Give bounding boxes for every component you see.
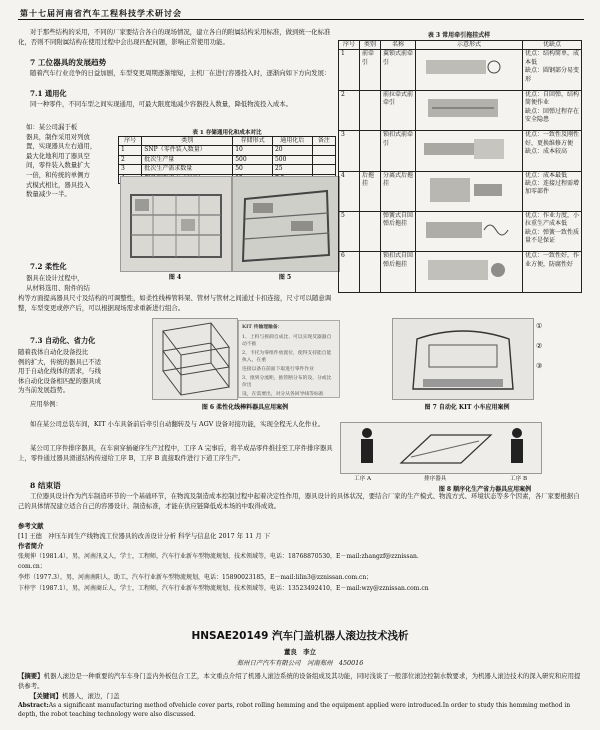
author-1-bio: 张规伸（1981.4），男，河南汛义人，学士，工程师，汽车行业新车型物流规划、技术领域等，电话：18768870530，E－mail:zhangzf@zznissan.	[18, 553, 419, 560]
figure-4-photo	[120, 176, 232, 272]
table-header-cell: 备注	[312, 137, 335, 146]
table-header-cell: 示意形式	[416, 41, 523, 50]
header-rule	[18, 19, 584, 20]
section-73-heading: 7.3 自动化、省力化	[30, 336, 96, 345]
section-8-text: 工位器具设计作为汽车制造环节的一个基础环节，在物流及制造成本控制过程中起着决定性作用，器具设计的具体状况，要结合厂家的生产模式、物流方式、环境状态等多个因素，各厂家要根据自己的具体情况建立适合自己的容器设计、制造标准，才能在供应链降低成本场的中取得成效。	[18, 492, 580, 510]
table-cell: 6	[339, 252, 360, 292]
section-71-heading: 7.1 通用化	[30, 89, 67, 98]
table-cell: 锁扣式前牵引	[381, 131, 416, 171]
table-cell: 5	[339, 212, 360, 252]
table-header-cell: 优缺点	[523, 41, 582, 50]
section-7-text: 随着汽车行业竞争的日益加剧，车型变更周期逐渐缩短，主机厂在进行容器投入时，逐渐向如下方向发展：	[30, 69, 331, 77]
table-header-cell: 类别	[142, 137, 233, 146]
section-72-lines	[26, 274, 118, 293]
table-cell: 弹簧式自回弹后拖挂	[381, 212, 416, 252]
figure-7-photo	[392, 318, 534, 400]
reference-1: [1] 王德 冲压车间生产线物流工位器具的改善设计分析 科学与信息化 2017 年 11 月 下	[18, 532, 271, 540]
inset-line: 3、推到分流距，推管断分布的设，分或比价出	[242, 376, 332, 388]
table-cell: 前牵引	[360, 50, 381, 90]
table-cell	[360, 212, 381, 252]
table-cell: 批次生产量	[142, 155, 233, 164]
inset-line: 连接以备在前面下取进行零件作业	[242, 367, 314, 372]
figure-4-caption: 图 4	[168, 274, 182, 281]
figure-8-label-a: 工序 A	[354, 476, 372, 482]
inset-title: KIT 传输理输备：	[242, 324, 283, 330]
text-line: 为当前发展趋势。	[18, 386, 70, 395]
text-line: 例的扩大，传统的器具已不适	[18, 357, 102, 366]
table-cell: 500	[233, 155, 273, 164]
table-cell: 后拖挂	[360, 171, 381, 211]
text-line: 器具在设计过程中，	[26, 274, 84, 282]
table-cell: 锁扣式自回弹后拖挂	[381, 252, 416, 292]
callout-2: ②	[536, 342, 543, 350]
hitch-drawing-icon	[418, 172, 516, 208]
example-line: 间，零件装入数量扩大	[26, 161, 90, 170]
hitch-drawing-icon	[418, 50, 516, 86]
table-row	[339, 212, 582, 252]
table-header-cell: 序号	[119, 137, 142, 146]
abstract-text: 机器人滚边是一种重要的汽车车身门盖内外板包合工艺，本文重点介绍了机器人滚边系统的设备组成及其功能，同时浅谈了一般部位滚边控制水数要求，为机器人滚边技术的深入研究和应用提供参考。	[18, 672, 581, 690]
table-cell: 前拉牵式前牵引	[381, 90, 416, 130]
tow-hitch-sketch	[416, 131, 523, 171]
figure-6-inset	[238, 320, 340, 398]
table-cell	[360, 131, 381, 171]
table-cell: 500	[272, 155, 312, 164]
application-text: 如在某公司总装车间，KIT 小车具备前后牵引自动翻转及与 AGV 设备对接功能，实现全程无人化作业。	[30, 420, 325, 428]
table-cell: 3	[119, 165, 142, 174]
text-line: 体自动化设备相匹配的器具成	[18, 376, 102, 385]
table-cell: 优点：结构简单，成本低 缺点：圆钢部分易变形	[523, 50, 582, 90]
example-line: 置，实现器具左右通用，	[26, 142, 97, 151]
text-line: 从材料选用、附件的结	[26, 283, 90, 292]
author-2-bio: 李炜（1977.3），男，河南南阳人，助工，汽车行业新车型物流规划，电话：15890023185，E－mail:lilin3@zznissan.com.cn；	[18, 574, 373, 581]
figure-7-caption: 图 7 自动化 KIT 小车应用案例	[424, 404, 510, 411]
text-line: 用于自动化线体的需求，与线	[18, 367, 102, 376]
tow-hitch-sketch	[416, 90, 523, 130]
section-71-text: 同一种零件，不同车型之间实现通用，可最大限度地减少容器投入数量，降低物流投入成本。	[30, 100, 293, 108]
application-label: 应用举例：	[30, 400, 62, 408]
section-72-heading: 7.2 柔性化	[30, 262, 67, 271]
section-7-heading: 7 工位器具的发展趋势	[30, 58, 107, 67]
table-cell: 批次生产需求数量	[142, 165, 233, 174]
paper-2-authors: 董良 李立	[284, 648, 316, 656]
abstract-en-label: Abstract:	[18, 702, 49, 709]
tow-hitch-sketch	[416, 171, 523, 211]
abstract-en-text: As a significant manufacturing method ofvehicle cover parts, robot rolling hemming and the equipment applied were introduced.In order to study this hemming method in depth, the robot teaching technology were also discussed.	[18, 702, 571, 718]
intro-paragraph: 对于那些结构的采用，不同的厂家要结合各自的现场情况，建立各自的附属结构采用标准，做到统一化标准化，否则不同附属结构在使用过程中会出现匹配问题，影响正常使用功能。	[18, 28, 331, 46]
keywords-text: 机器人，滚边，门盖	[61, 692, 120, 700]
table-cell: 25	[272, 165, 312, 174]
example-line: 器具，制作采用对列放	[26, 132, 90, 141]
paper-2-abstract	[18, 672, 584, 691]
figure-5-photo	[232, 176, 340, 272]
inset-line: 2、卡托为零组件放置位，使得支持能自能执入，在重	[242, 351, 332, 363]
figure-5-caption: 图 5	[278, 274, 292, 281]
table-row	[119, 155, 336, 164]
hitch-drawing-icon	[418, 252, 516, 288]
table-cell	[360, 90, 381, 130]
rack-photo-icon	[121, 177, 231, 271]
text-line: 随着我体自动化设备投比	[18, 348, 89, 356]
table-row	[339, 50, 582, 90]
table-3	[338, 40, 582, 293]
table-cell: 优点：自回弹，结构简便作业 缺点：回弹过程存在安全隐患	[523, 90, 582, 130]
workers-icon	[341, 423, 541, 473]
paper-2-abstract-en	[18, 702, 584, 719]
table-row	[339, 90, 582, 130]
table-cell: 50	[233, 165, 273, 174]
references-heading: 参考文献	[18, 522, 44, 530]
author-1-bio-end: com.cn；	[18, 563, 46, 570]
author-3-bio: 卞梓宇（1987.1），男，河南商丘人，学士，工程师，汽车行业新车型物流规划、技术领域等，电话：13523492410，E－mail:wzy@zznissan.com.cn	[18, 585, 429, 592]
paper-2-title: HNSAE20149 汽车门盖机器人滚边技术浅析	[191, 630, 409, 642]
table-cell: 优点：一致性及刚性好，更换维修方便 缺点：成本较高	[523, 131, 582, 171]
section-73-lines	[18, 348, 138, 396]
table-header-row	[339, 41, 582, 50]
tow-hitch-sketch	[416, 50, 523, 90]
example-line: 数量减少一半。	[26, 190, 71, 199]
table-1-caption: 表 1 存储通用化和成本对比	[192, 130, 262, 136]
rack-photo-icon	[233, 177, 339, 271]
callout-3: ③	[536, 362, 543, 370]
application-text-2: 某公司工序件排序器具，在车窗穿插碰序生产过程中，工序 A 完事后，将半成品零件推挂至工序件排序器具上，零件通过器具滑道结构传递给工序 B，工序 B 直接取件进行下道工序生产。	[18, 444, 333, 462]
kit-cart-icon	[393, 319, 533, 399]
table-cell: 优点：成本最低 缺点：连接过程需增加零部件	[523, 171, 582, 211]
table-header-cell: 类别	[360, 41, 381, 50]
table-cell: 分离式后拖挂	[381, 171, 416, 211]
section-72-text: 构等方面提高器具尺寸及结构的可调整性，如柔性线棒管料架、管材与管材之间通过卡扣连接，尺寸可以随意调整，车型变更或停产后，可以根据现场需求重新进行组合。	[18, 294, 332, 312]
table-row	[339, 171, 582, 211]
table-cell: 20	[272, 146, 312, 155]
table-cell	[312, 155, 335, 164]
table-cell	[312, 146, 335, 155]
figure-8-caption: 图 8 顺序化生产省力器具应用案例	[438, 486, 532, 493]
table-cell: 2	[339, 90, 360, 130]
table-cell: 优点：一致性好，作业方便，防腐性好	[523, 252, 582, 292]
example-line: 如：某公司漏于板	[26, 123, 78, 131]
hitch-drawing-icon	[418, 91, 516, 127]
table-cell	[360, 252, 381, 292]
table-cell: 1	[339, 50, 360, 90]
keywords-label: 【关键词】	[30, 692, 62, 700]
flow-rack-icon	[153, 319, 237, 399]
tow-hitch-sketch	[416, 252, 523, 292]
table-row	[339, 131, 582, 171]
example-line: 式模式相比，器具投入	[26, 180, 90, 189]
table-cell: 4	[339, 171, 360, 211]
journal-header: 第十七届河南省汽车工程科技学术研讨会	[20, 8, 182, 18]
inset-line: 设，在需要出，对分从各回导线等标准	[242, 392, 324, 397]
table-cell: 10	[233, 146, 273, 155]
hitch-drawing-icon	[418, 212, 516, 248]
table-cell: 1	[119, 146, 142, 155]
table-cell: 2	[119, 155, 142, 164]
tow-hitch-sketch	[416, 212, 523, 252]
table-cell: 翼锁式前牵引	[381, 50, 416, 90]
authors-heading: 作者简介	[18, 542, 44, 550]
table-row	[339, 252, 582, 292]
example-line: 一倍，和传统的单侧方	[26, 170, 90, 179]
table-row	[119, 146, 336, 155]
abstract-label: 【摘要】	[18, 672, 44, 680]
paper-2-keywords	[30, 692, 584, 702]
table-cell	[312, 165, 335, 174]
inset-line: 1、上料与拆卸自成比、可以实现反器器自动不推	[242, 335, 332, 347]
table-header-row	[119, 137, 336, 146]
figure-6-caption: 图 6 柔性化线棒料器具应用案例	[201, 404, 289, 411]
hitch-drawing-icon	[418, 131, 516, 167]
section-8-heading: 8 结束语	[30, 481, 61, 490]
table-cell: SNP（零件装入数量）	[142, 146, 233, 155]
table-cell: 优点：作业力度，小拉重生产成本低 缺点：弹簧一致性质量不是保证	[523, 212, 582, 252]
table-header-cell: 存储形式	[233, 137, 273, 146]
example-line: 最大化地利用了器具空	[26, 151, 90, 160]
figure-8-label-sorter: 排序器具	[424, 476, 447, 482]
section-71-example	[26, 123, 116, 200]
table-row	[119, 165, 336, 174]
table-cell: 3	[339, 131, 360, 171]
paper-2-affiliation: 郑州日产汽车有限公司 河南郑州 450016	[236, 659, 364, 667]
figure-6-photo	[152, 318, 238, 400]
table-3-caption: 表 3 常用牵引拖挂式样	[427, 32, 491, 39]
callout-1: ①	[536, 322, 543, 330]
table-header-cell: 名称	[381, 41, 416, 50]
figure-8-photo	[340, 422, 542, 474]
figure-8-label-b: 工序 B	[510, 476, 528, 482]
table-header-cell: 通用化后	[272, 137, 312, 146]
table-header-cell: 序号	[339, 41, 360, 50]
